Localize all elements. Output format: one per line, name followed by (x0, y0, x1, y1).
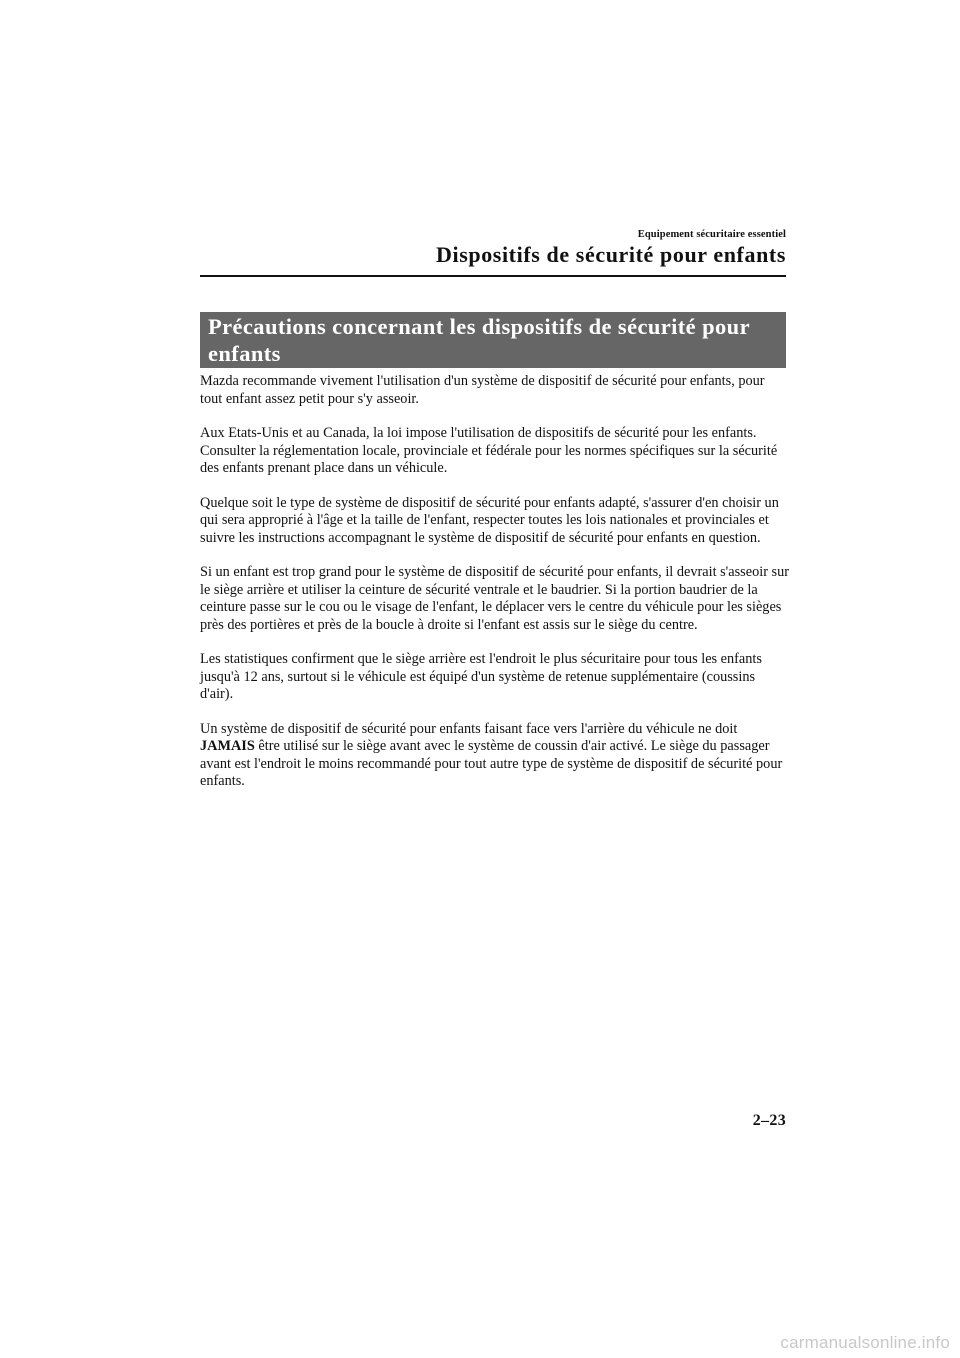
warning-emphasis: JAMAIS (200, 738, 255, 754)
topic-title: Précautions concernant les dispositifs de sécurité pour enfants (208, 314, 750, 366)
section-name: Equipement sécuritaire essentiel (637, 229, 786, 240)
paragraph-statistics: Les statistiques confirment que le siège arrière est l'endroit le plus sécuritaire pour tous les enfants jusqu'à 12 ans, surtout si le véhicule est équipé d'un système de retenue supplémentaire (coussins d'air). (200, 651, 762, 702)
paragraph-recommendation: Mazda recommande vivement l'utilisation d'un système de dispositif de sécurité pour enfants, pour tout enfant assez petit pour s'y asseoir. (200, 373, 765, 407)
running-title: Dispositifs de sécurité pour enfants (436, 242, 786, 267)
warning-text-start: Un système de dispositif de sécurité pour enfants faisant face vers l'arrière du véhicule ne doit (200, 720, 738, 737)
law-requirement-text: Aux Etats-Unis et au Canada, la loi impose l'utilisation de dispositifs de sécurité pour les enfants. (200, 425, 757, 441)
paragraph-choice: Quelque soit le type de système de dispositif de sécurité pour enfants adapté, s'assurer d'en choisir un qui sera approprié à l'âge et la taille de l'enfant, respecter toutes les lois nationales et provinciales et suivre les instructions accompagnant le système de dispositif de sécurité pour enfants en question. (200, 494, 779, 546)
site-watermark: carmanualsonline.info (780, 1333, 950, 1352)
paragraph-oversize-child: Si un enfant est trop grand pour le système de dispositif de sécurité pour enfants, il devrait s'asseoir sur le siège arrière et utiliser la ceinture de sécurité ventrale et le baudrier. Si la portion baudrier de la ceinture passe sur le cou ou le visage de l'enfant, le déplacer vers le centre du véhicule pour les sièges près des portières et près de la boucle à droite si l'enfant est assis sur le siège du centre. (200, 564, 790, 633)
warning-text-end: être utilisé sur le siège avant avec le système de coussin d'air activé. Le siège du passager avant est l'endroit le moins recommandé pour tout autre type de système de dispositif de sécurité pour enfants. (200, 738, 783, 789)
regulation-consult-text: Consulter la réglementation locale, provinciale et fédérale pour les normes spécifiques sur la sécurité des enfants prenant place dans un véhicule. (200, 442, 778, 476)
paragraph-law (200, 425, 790, 478)
page-number: 2–23 (752, 1112, 786, 1129)
body-text (200, 373, 790, 808)
header-divider (200, 275, 786, 277)
paragraph-rear-facing-warning (200, 721, 790, 791)
